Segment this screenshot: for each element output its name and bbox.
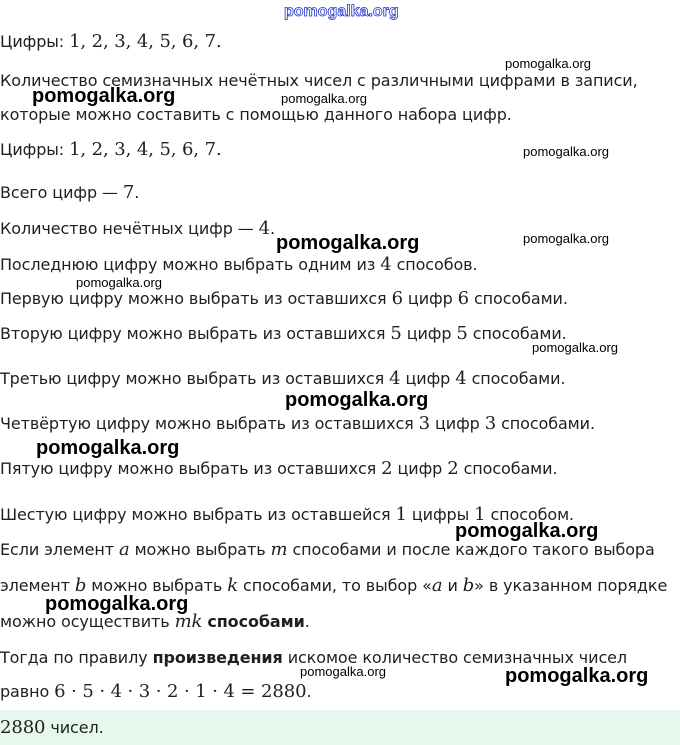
watermark: pomogalka.org: [45, 593, 189, 615]
fourth-digit-line: Четвёртую цифру можно выбрать из оставшихся 3 цифр 3 способами.: [0, 413, 595, 434]
watermark: pomogalka.org: [523, 144, 609, 159]
first-digit-line: Первую цифру можно выбрать из оставшихся 6 цифр 6 способами.: [0, 288, 568, 309]
rule-line-1: Если элемент a можно выбрать m способами и после каждого такого выбора: [0, 539, 655, 560]
digits-line: Цифры: 1, 2, 3, 4, 5, 6, 7.: [0, 31, 222, 52]
watermark: pomogalka.org: [300, 664, 386, 679]
watermark: pomogalka.org: [505, 665, 649, 687]
rule-line-2: элемент b можно выбрать k способами, то выбор «a и b» в указанном порядке: [0, 575, 668, 596]
odd-digits-line: Количество нечётных цифр — 4.: [0, 218, 276, 239]
watermark: pomogalka.org: [523, 231, 609, 246]
fifth-digit-line: Пятую цифру можно выбрать из оставшихся 2 цифр 2 способами.: [0, 458, 558, 479]
watermark: pomogalka.org: [281, 91, 367, 106]
last-digit-line: Последнюю цифру можно выбрать одним из 4 способов.: [0, 254, 478, 275]
watermark: pomogalka.org: [36, 437, 180, 459]
conclusion-line-2: равно 6 · 5 · 4 · 3 · 2 · 1 · 4 = 2880.: [0, 681, 312, 702]
question-line-1: Количество семизначных нечётных чисел с различными цифрами в записи,: [0, 71, 638, 90]
digits-line-2: Цифры: 1, 2, 3, 4, 5, 6, 7.: [0, 139, 222, 160]
watermark: pomogalka.org: [505, 56, 591, 71]
watermark: pomogalka.org: [285, 389, 429, 411]
third-digit-line: Третью цифру можно выбрать из оставшихся 4 цифр 4 способами.: [0, 368, 566, 389]
conclusion-line-1: Тогда по правилу произведения искомое количество семизначных чисел: [0, 648, 628, 667]
watermark-top: pomogalka.org: [284, 3, 399, 20]
sixth-digit-line: Шестую цифру можно выбрать из оставшейся 1 цифры 1 способом.: [0, 504, 575, 525]
watermark: pomogalka.org: [32, 85, 176, 107]
watermark: pomogalka.org: [532, 340, 618, 355]
second-digit-line: Вторую цифру можно выбрать из оставшихся 5 цифр 5 способами.: [0, 323, 567, 344]
question-line-2: которые можно составить с помощью данного набора цифр.: [0, 105, 512, 124]
watermark: pomogalka.org: [76, 275, 162, 290]
watermark: pomogalka.org: [276, 232, 420, 254]
watermark: pomogalka.org: [455, 520, 599, 542]
answer-line: 2880 чисел.: [0, 717, 104, 738]
total-digits-line: Всего цифр — 7.: [0, 182, 140, 203]
rule-line-3: можно осуществить mk способами.: [0, 611, 310, 632]
